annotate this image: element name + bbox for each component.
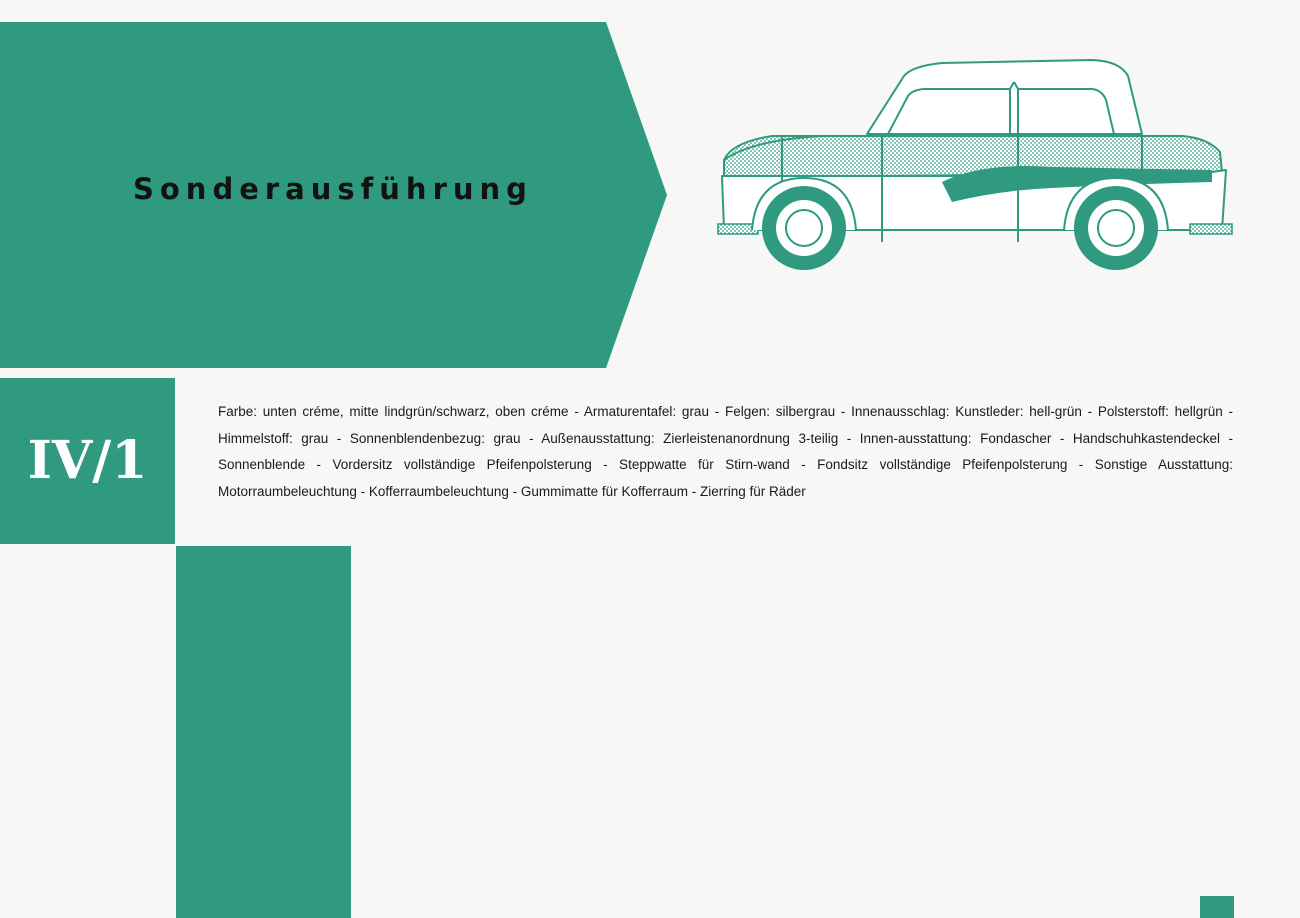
section-code-box xyxy=(0,378,175,544)
decorative-green-column xyxy=(176,546,351,918)
section-code: IV/1 xyxy=(27,430,148,491)
decorative-corner-square xyxy=(1200,896,1234,918)
equipment-description: Farbe: unten créme, mitte lindgrün/schwarz, oben créme - Armaturentafel: grau - Felgen: silbergrau - Innenausschlag: Kunstleder: hell-grün - Polsterstoff: hellgrün - Himmelstoff: grau - Sonnenblendenbezug: grau - Außenausstattung: Zierleistenanordnung 3-teilig - Innen-ausstattung: Fondascher - Handschuhkastendeckel - Sonnenblende - Vordersitz vollständige Pfeifenpolsterung - Steppwatte für Stirn-wand - Fondsitz vollständige Pfeifenpolsterung - Sonstige Ausstattung: Motorraumbeleuchtung - Kofferraumbeleuchtung - Gummimatte für Kofferraum - Zierring für Räder xyxy=(218,404,1233,499)
car-side-view-icon xyxy=(712,52,1238,284)
page-title: Sonderausführung xyxy=(133,172,533,206)
